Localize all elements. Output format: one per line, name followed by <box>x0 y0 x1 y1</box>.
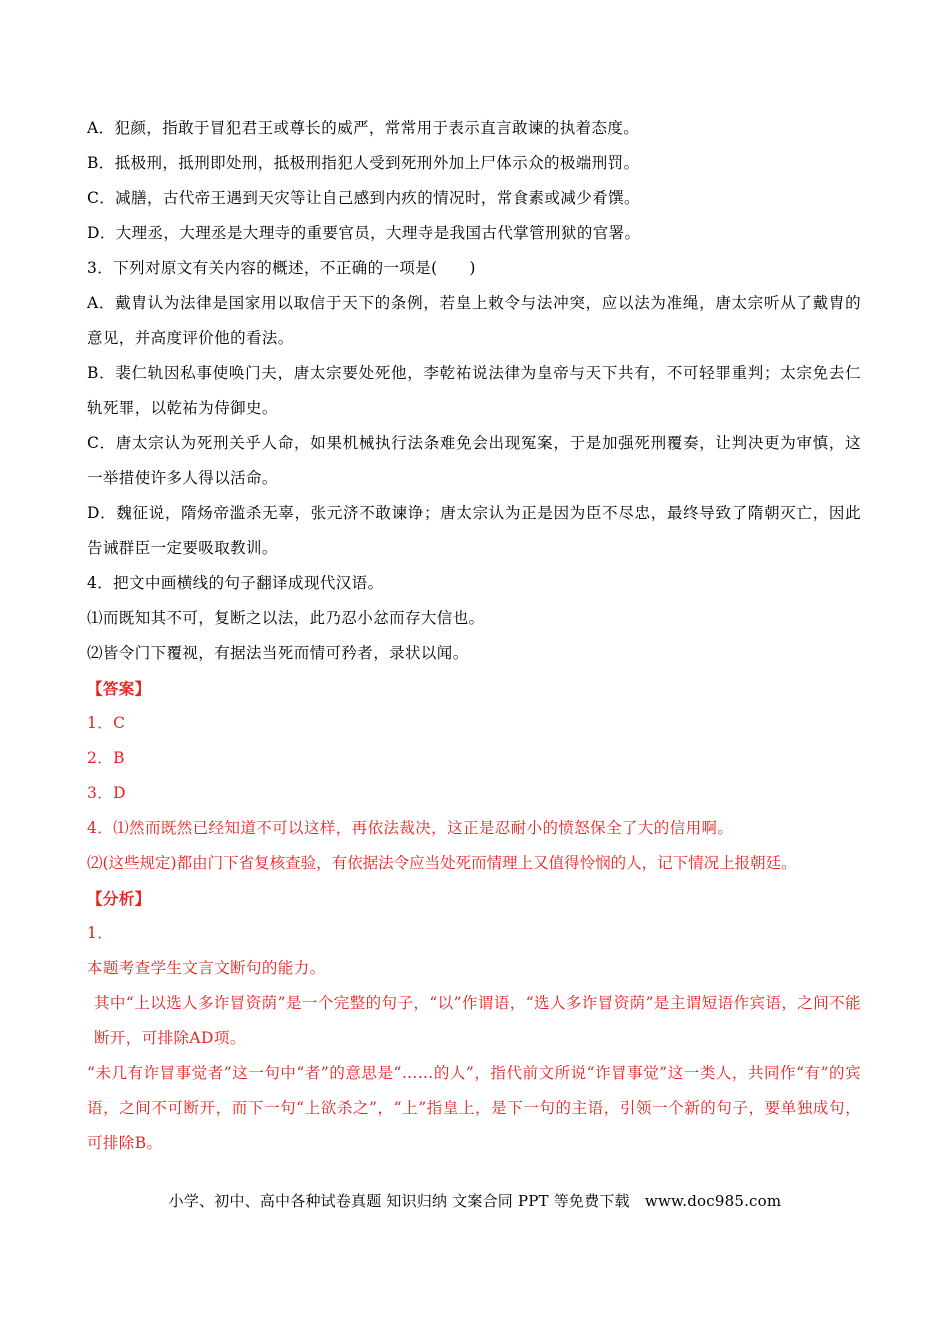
q4-item-2: ⑵皆令门下覆视，有据法当死而情可矜者，录状以闻。 <box>87 644 469 662</box>
q2-option-d: D．大理丞，大理丞是大理寺的重要官员，大理寺是我国古代掌管刑狱的官署。 <box>87 224 641 242</box>
q3-stem: 3．下列对原文有关内容的概述，不正确的一项是( ) <box>87 259 476 277</box>
answer-line-1: 1．C <box>87 714 126 732</box>
answer-line-5: ⑵(这些规定)都由门下省复核查验，有依据法令应当处死而情理上又值得怜悯的人，记下情况上报朝廷。 <box>87 854 797 872</box>
q4-stem: 4．把文中画横线的句子翻译成现代汉语。 <box>87 574 384 592</box>
analysis-paragraph-1: 其中“上以选人多诈冒资荫”是一个完整的句子，“以”作谓语，“选人多诈冒资荫”是主谓短语作宾语，之间不能断开，可排除AD项。 <box>94 994 861 1047</box>
q2-option-a: A．犯颜，指敢于冒犯君王或尊长的威严，常常用于表示直言敢谏的执着态度。 <box>87 119 640 137</box>
q2-option-b: B．抵极刑，抵刑即处刑，抵极刑指犯人受到死刑外加上尸体示众的极端刑罚。 <box>87 154 640 172</box>
analysis-paragraph-2: “未几有诈冒事觉者”这一句中“者”的意思是“……的人”，指代前文所说“诈冒事觉”这一类人，共同作“有”的宾语，之间不可断开，而下一句“上欲杀之”，“上”指皇上，是下一句的主语，引领一个新的句子，要单独成句，可排除B。 <box>87 1064 861 1152</box>
page-footer: 小学、初中、高中各种试卷真题 知识归纳 文案合同 PPT 等免费下载 www.doc985.com <box>168 1192 782 1210</box>
page-content <box>87 111 861 1161</box>
q2-option-c: C．减膳，古代帝王遇到天灾等让自己感到内疚的情况时，常食素或减少肴馔。 <box>87 189 640 207</box>
answer-line-2: 2．B <box>87 749 125 767</box>
q4-item-1: ⑴而既知其不可，复断之以法，此乃忍小忿而存大信也。 <box>87 609 485 627</box>
answer-line-4: 4．⑴然而既然已经知道不可以这样，再依法裁决，这正是忍耐小的愤怒保全了大的信用啊。 <box>87 819 734 837</box>
q3-option-a: A．戴胄认为法律是国家用以取信于天下的条例，若皇上敕令与法冲突，应以法为准绳，唐太宗听从了戴胄的意见，并高度评价他的看法。 <box>87 294 861 347</box>
answer-heading: 【答案】 <box>87 679 151 698</box>
answer-line-3: 3．D <box>87 784 126 802</box>
q3-option-b: B．裴仁轨因私事使唤门夫，唐太宗要处死他，李乾祐说法律为皇帝与天下共有，不可轻罪重判；太宗免去仁轨死罪，以乾祐为侍御史。 <box>87 364 861 417</box>
q3-option-c: C．唐太宗认为死刑关乎人命，如果机械执行法条难免会出现冤案，于是加强死刑覆奏，让判决更为审慎，这一举措使许多人得以活命。 <box>87 434 861 487</box>
q3-option-d: D．魏征说，隋炀帝滥杀无辜，张元济不敢谏诤；唐太宗认为正是因为臣不尽忠，最终导致了隋朝灭亡，因此告诫群臣一定要吸取教训。 <box>87 504 861 557</box>
analysis-heading: 【分析】 <box>87 889 151 908</box>
analysis-intro: 本题考查学生文言文断句的能力。 <box>87 959 326 977</box>
analysis-number: 1． <box>87 924 114 942</box>
